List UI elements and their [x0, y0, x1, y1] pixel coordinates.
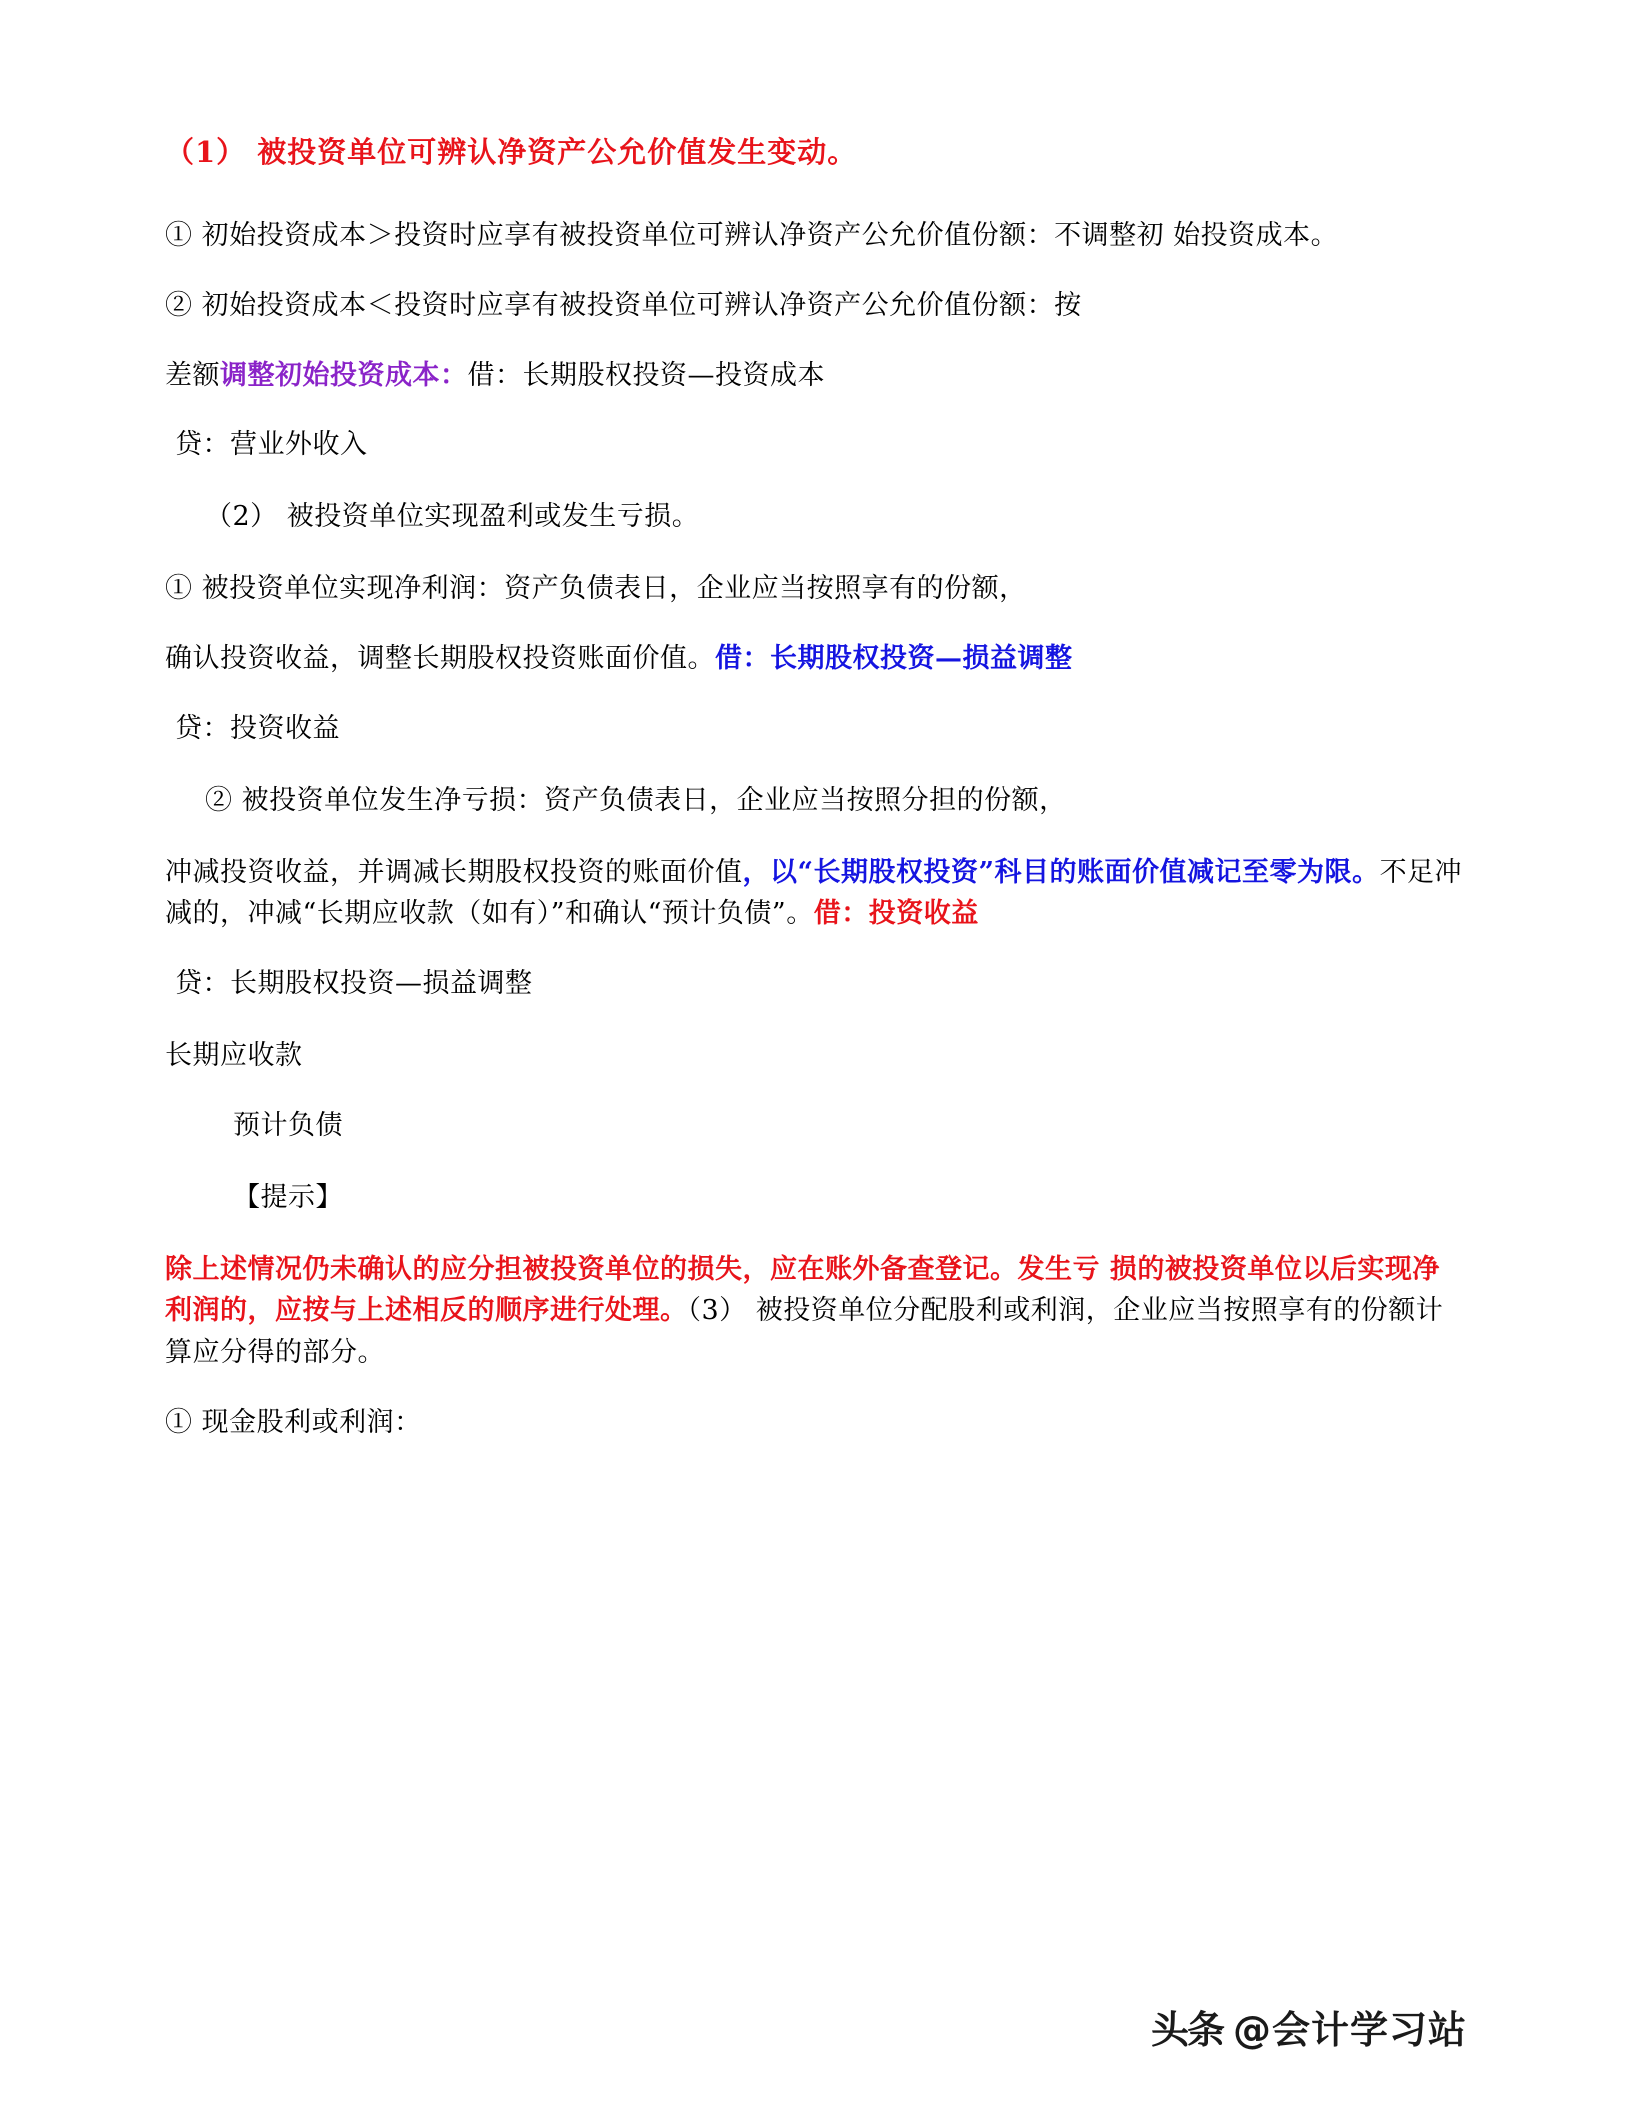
paragraph-8: ① 现金股利或利润： — [165, 1407, 422, 1439]
paragraph-3 — [165, 355, 1467, 397]
tip-label: 除上述情况仍未确认的应分担被投资单位的损失，应在账外备查登记。发生亏 损的被投资单位以后实现净利润的，应按与上述相反的顺序进行处理。 — [165, 1253, 1440, 1327]
paragraph-2 — [165, 285, 1467, 327]
paragraph-4: ① 被投资单位实现净利润：资产负债表日，企业应当按照享有的份额， — [165, 573, 1027, 605]
paragraph-5-highlight: 借：长期股权投资—损益调整 — [715, 643, 1073, 674]
journal-entry-credit-3-line3: 【提示】 — [233, 1181, 343, 1213]
toutiao-logo-icon: 头条 — [1150, 2008, 1223, 2052]
paragraph-6-part-c: 不足冲减的，冲减“长期应收款（如有）”和确认“预计负债”。 — [165, 856, 1463, 930]
journal-entry-debit-2: 贷：投资收益 — [175, 712, 340, 744]
paragraph-5 — [165, 638, 1467, 680]
tip-paragraph — [165, 1249, 1467, 1375]
journal-entry-credit-2: ② 被投资单位发生净亏损：资产负债表日，企业应当按照分担的份额， — [205, 784, 1067, 816]
paragraph-3-part-a: 差额 — [165, 359, 220, 391]
journal-entry-credit-3-line2: 预计负债 — [233, 1109, 343, 1141]
paragraph-1 — [165, 215, 1467, 257]
paragraph-6 — [165, 852, 1467, 936]
tip-text: （3） 被投资单位分配股利或利润，企业应当按照享有的份额计算应分得的部分。 — [165, 1295, 1444, 1369]
paragraph-3-part-c: 借：长期股权投资—投资成本 — [467, 359, 825, 391]
paragraph-6-highlight-red: 借：投资收益 — [813, 898, 979, 930]
journal-entry-debit-1: 贷：营业外收入 — [175, 429, 368, 461]
paragraph-1-text: ① 初始投资成本＞投资时应享有被投资单位可辨认净资产公允价值份额：不调整初 始投资成本。 — [165, 219, 1339, 251]
paragraph-2-text: ② 初始投资成本＜投资时应享有被投资单位可辨认净资产公允价值份额：按 — [165, 289, 1082, 321]
journal-entry-debit-3: 贷：长期股权投资—损益调整 — [175, 968, 533, 1000]
paragraph-6-part-a: 冲减投资收益，并调减长期股权投资的账面价值 — [165, 856, 743, 888]
section-heading: （1） 被投资单位可辨认净资产公允价值发生变动。 — [165, 135, 858, 169]
paragraph-6-highlight-blue: ，以“长期股权投资”科目的账面价值减记至零为限。 — [742, 856, 1380, 888]
journal-entry-credit-3: 长期应收款 — [165, 1040, 303, 1072]
document-body — [165, 130, 1467, 1444]
paragraph-5-part-a: 确认投资收益，调整长期股权投资账面价值。 — [165, 643, 715, 674]
journal-entry-credit-1: （2） 被投资单位实现盈利或发生亏损。 — [205, 501, 700, 533]
watermark-text: @会计学习站 — [1232, 2008, 1467, 2052]
watermark — [1151, 1999, 1467, 2054]
paragraph-3-highlight: 调整初始投资成本： — [220, 359, 468, 391]
